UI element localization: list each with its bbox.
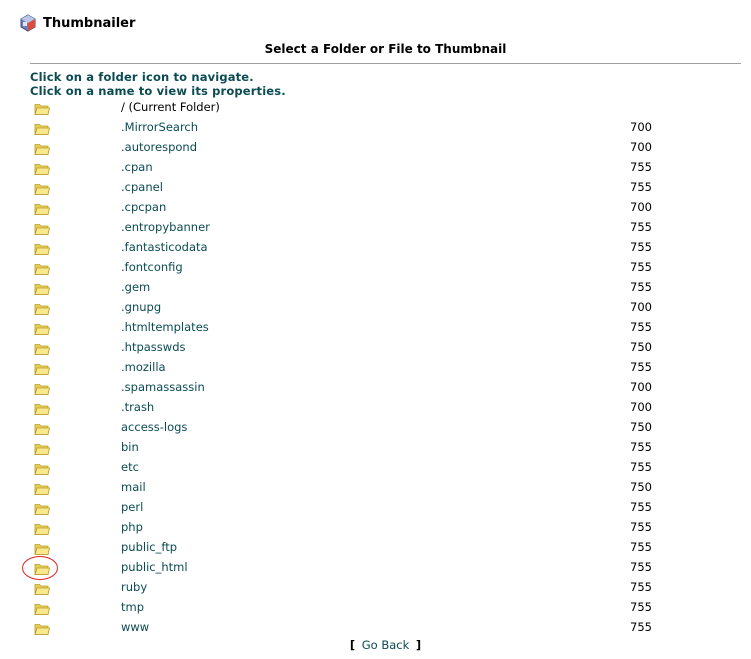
- instruction-navigate: Click on a folder icon to navigate.: [30, 70, 254, 84]
- folder-permissions: 755: [630, 320, 652, 334]
- divider: [30, 63, 741, 64]
- title-bar: [20, 13, 135, 33]
- folder-row: [0, 518, 751, 538]
- folder-icon[interactable]: [34, 301, 50, 315]
- folder-icon[interactable]: [34, 181, 50, 195]
- folder-name-link[interactable]: .cpanel: [121, 180, 163, 194]
- folder-row: [0, 218, 751, 238]
- folder-row: [0, 538, 751, 558]
- folder-permissions: 755: [630, 220, 652, 234]
- folder-icon[interactable]: [34, 141, 50, 155]
- go-back-bar: [0, 638, 751, 652]
- page-subtitle: Select a Folder or File to Thumbnail: [264, 42, 507, 56]
- app-title: Thumbnailer: [43, 15, 136, 31]
- folder-permissions: 755: [630, 160, 652, 174]
- folder-icon[interactable]: [34, 461, 50, 475]
- folder-row: [0, 118, 751, 138]
- folder-permissions: 755: [630, 180, 652, 194]
- folder-icon[interactable]: [34, 281, 50, 295]
- folder-name-link[interactable]: tmp: [121, 600, 145, 614]
- folder-permissions: 755: [630, 460, 652, 474]
- folder-permissions: 750: [630, 480, 652, 494]
- folder-name-link[interactable]: php: [121, 520, 143, 534]
- folder-icon[interactable]: [34, 261, 50, 275]
- folder-icon[interactable]: [34, 121, 50, 135]
- folder-permissions: 700: [630, 300, 652, 314]
- folder-row: [0, 158, 751, 178]
- folder-name-link[interactable]: .trash: [121, 400, 155, 414]
- folder-name-link[interactable]: perl: [121, 500, 144, 514]
- folder-name-link[interactable]: .fontconfig: [121, 260, 183, 274]
- folder-icon[interactable]: [34, 161, 50, 175]
- folder-name-link[interactable]: mail: [121, 480, 146, 494]
- folder-name-link[interactable]: access-logs: [121, 420, 188, 434]
- folder-name-link[interactable]: public_ftp: [121, 540, 178, 554]
- folder-name-link[interactable]: .fantasticodata: [121, 240, 208, 254]
- folder-permissions: 755: [630, 240, 652, 254]
- folder-row: [0, 398, 751, 418]
- instruction-properties: Click on a name to view its properties.: [30, 84, 286, 98]
- folder-name-link[interactable]: .htpasswds: [121, 340, 186, 354]
- folder-permissions: 755: [630, 600, 652, 614]
- folder-icon[interactable]: [34, 221, 50, 235]
- thumbnailer-app-icon: [20, 14, 36, 32]
- folder-name-link[interactable]: .cpan: [121, 160, 153, 174]
- folder-icon[interactable]: [34, 541, 50, 555]
- folder-row: [0, 618, 751, 638]
- folder-permissions: 755: [630, 540, 652, 554]
- folder-permissions: 700: [630, 400, 652, 414]
- folder-icon[interactable]: [34, 441, 50, 455]
- folder-permissions: 700: [630, 120, 652, 134]
- bracket-open: [: [349, 638, 356, 652]
- folder-row: [0, 438, 751, 458]
- folder-icon[interactable]: [34, 481, 50, 495]
- folder-row: [0, 418, 751, 438]
- folder-permissions: 755: [630, 360, 652, 374]
- folder-name-link[interactable]: bin: [121, 440, 139, 454]
- folder-row: [0, 258, 751, 278]
- folder-icon[interactable]: [34, 321, 50, 335]
- folder-name-link[interactable]: .cpcpan: [121, 200, 167, 214]
- folder-row: [0, 598, 751, 618]
- bracket-close: ]: [415, 638, 422, 652]
- folder-permissions: 700: [630, 200, 652, 214]
- folder-name-link[interactable]: .mozilla: [121, 360, 166, 374]
- folder-row: [0, 478, 751, 498]
- folder-row: [0, 318, 751, 338]
- folder-row: [0, 498, 751, 518]
- folder-row: [0, 98, 751, 118]
- folder-name-link[interactable]: etc: [121, 460, 139, 474]
- folder-icon[interactable]: [34, 421, 50, 435]
- folder-icon[interactable]: [34, 601, 50, 615]
- folder-name-link[interactable]: .gem: [121, 280, 151, 294]
- folder-permissions: 755: [630, 520, 652, 534]
- folder-name-link[interactable]: .gnupg: [121, 300, 162, 314]
- folder-icon[interactable]: [34, 241, 50, 255]
- folder-name-link[interactable]: .entropybanner: [121, 220, 210, 234]
- folder-row: [0, 198, 751, 218]
- folder-permissions: 755: [630, 580, 652, 594]
- folder-row: [0, 278, 751, 298]
- folder-row: [0, 238, 751, 258]
- go-back-link[interactable]: Go Back: [361, 638, 410, 652]
- folder-row: [0, 178, 751, 198]
- folder-icon[interactable]: [34, 381, 50, 395]
- folder-icon[interactable]: [34, 101, 50, 115]
- folder-permissions: 755: [630, 560, 652, 574]
- folder-name-link[interactable]: .spamassassin: [121, 380, 205, 394]
- folder-icon[interactable]: [34, 621, 50, 635]
- folder-icon[interactable]: [34, 201, 50, 215]
- folder-icon[interactable]: [34, 401, 50, 415]
- folder-icon[interactable]: [34, 581, 50, 595]
- folder-permissions: 700: [630, 140, 652, 154]
- folder-permissions: 750: [630, 340, 652, 354]
- folder-list: [0, 98, 751, 638]
- folder-row: [0, 378, 751, 398]
- folder-name-link[interactable]: .htmltemplates: [121, 320, 209, 334]
- folder-icon[interactable]: [34, 361, 50, 375]
- folder-name-link[interactable]: ruby: [121, 580, 148, 594]
- folder-permissions: 755: [630, 260, 652, 274]
- folder-permissions: 750: [630, 420, 652, 434]
- folder-row: [0, 358, 751, 378]
- current-folder-label: / (Current Folder): [121, 100, 220, 114]
- folder-permissions: 755: [630, 280, 652, 294]
- folder-icon[interactable]: [34, 561, 50, 575]
- folder-name-link[interactable]: .MirrorSearch: [121, 120, 199, 134]
- folder-row: [0, 558, 751, 578]
- folder-permissions: 755: [630, 500, 652, 514]
- folder-icon[interactable]: [34, 521, 50, 535]
- folder-row: [0, 338, 751, 358]
- folder-icon[interactable]: [34, 501, 50, 515]
- folder-name-link[interactable]: www: [121, 620, 150, 634]
- folder-row: [0, 138, 751, 158]
- folder-row: [0, 578, 751, 598]
- folder-permissions: 700: [630, 380, 652, 394]
- folder-name-link[interactable]: .autorespond: [121, 140, 198, 154]
- folder-row: [0, 458, 751, 478]
- folder-icon[interactable]: [34, 341, 50, 355]
- folder-name-link[interactable]: public_html: [121, 560, 188, 574]
- folder-permissions: 755: [630, 440, 652, 454]
- folder-permissions: 755: [630, 620, 652, 634]
- folder-row: [0, 298, 751, 318]
